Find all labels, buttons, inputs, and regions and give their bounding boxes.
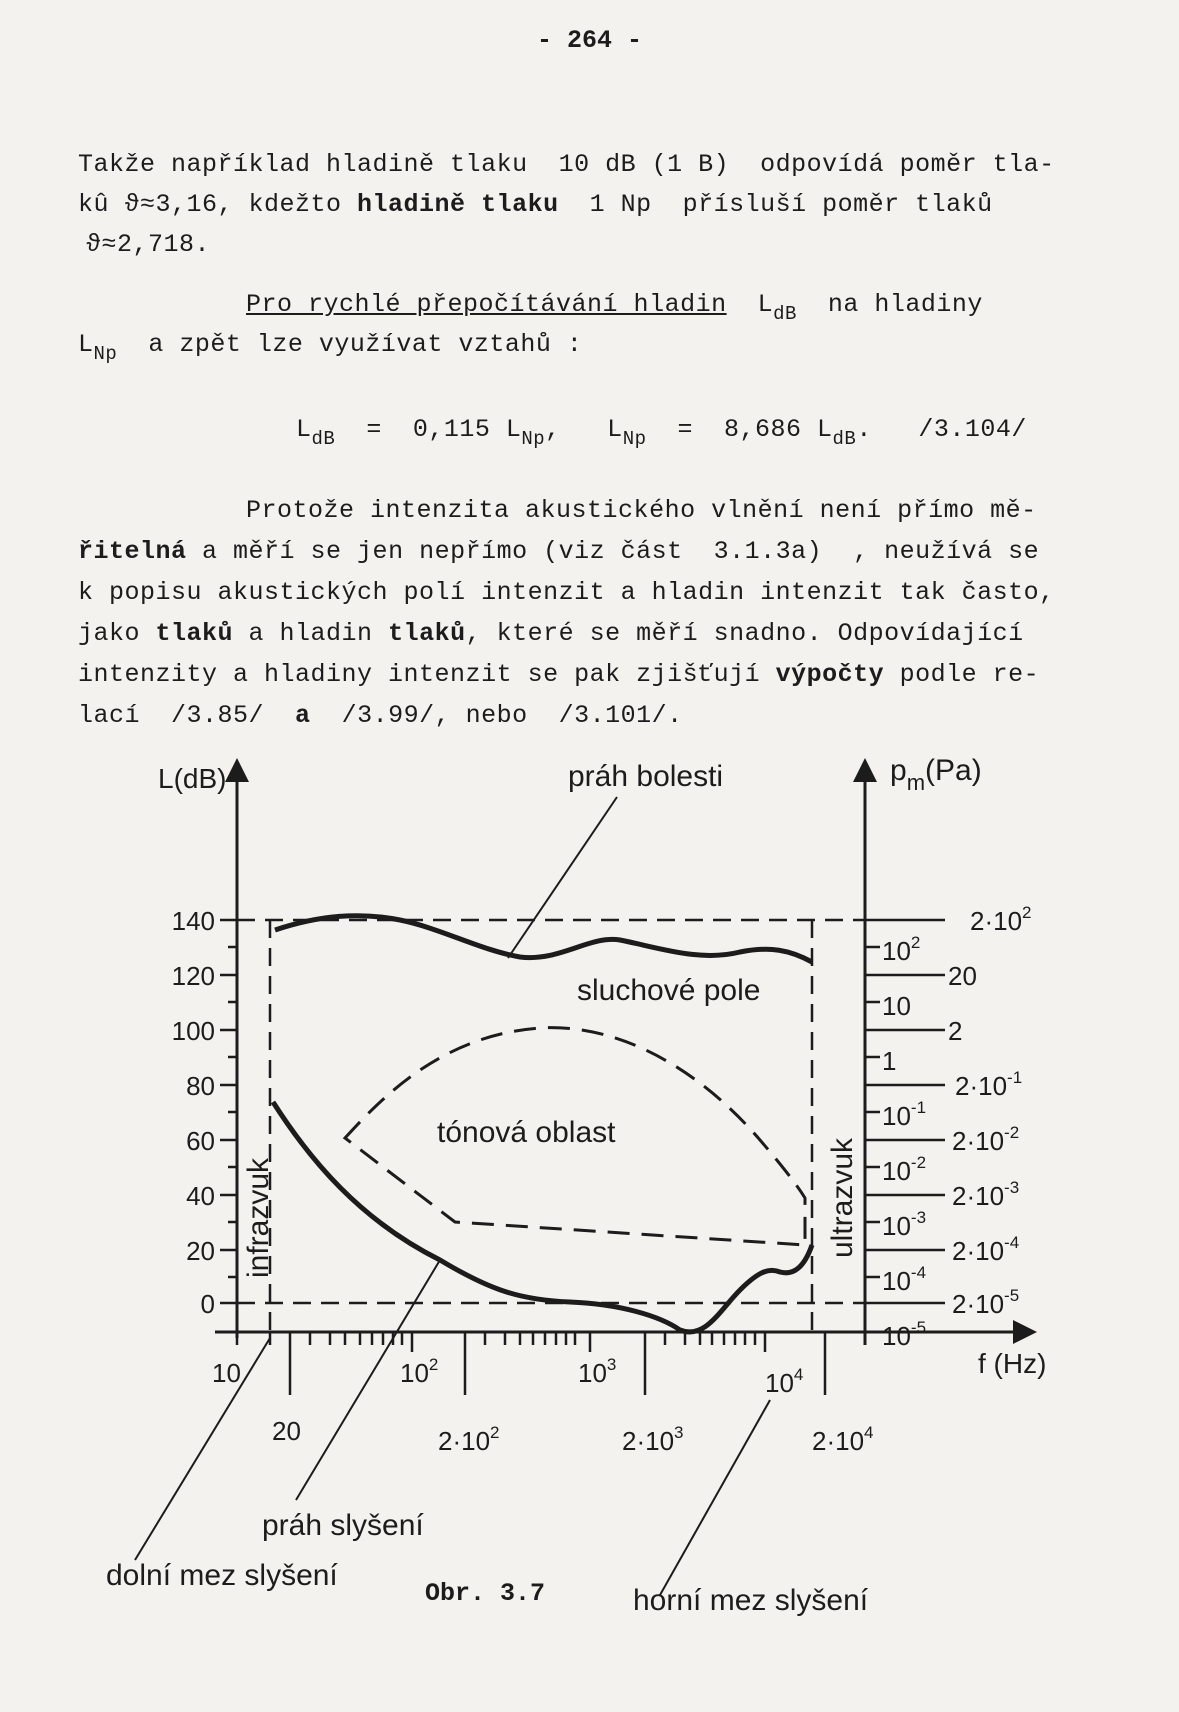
tick-140: 140 <box>171 906 215 936</box>
left-axis-label: L(dB) <box>158 763 227 794</box>
x-tick-marks <box>237 1332 825 1395</box>
leader-dolni-mez <box>135 1338 270 1560</box>
figure-3-7 <box>0 730 1179 1680</box>
label-ultrazvuk: ultrazvuk <box>826 1137 859 1258</box>
x-tick-labels <box>212 1355 874 1456</box>
label-prah-bolesti: práh bolesti <box>568 760 724 793</box>
tick-120: 120 <box>171 961 215 991</box>
rtick-inner-7: $10^{-5}$ <box>882 1318 927 1351</box>
pain-threshold-curve <box>275 916 812 962</box>
text-line-5: $L_{Np}$ a zpět lze využívat vztahů : <box>78 330 583 365</box>
xtick-10e2: $10^2$ <box>400 1355 439 1388</box>
left-tick-labels <box>172 906 215 1319</box>
text-line-7: řitelná a měří se jen nepřímo (viz část 3.1.3a) , neužívá se <box>78 537 1040 566</box>
rtick-outer-3: $2\cdot 10^{-1}$ <box>955 1068 1023 1101</box>
rtick-outer-5: $2\cdot 10^{-3}$ <box>952 1178 1020 1211</box>
label-dolni-mez: dolní mez slyšení <box>106 1559 338 1592</box>
rtick-inner-1: 10 <box>882 991 911 1021</box>
right-inner-tick-labels <box>882 933 926 1351</box>
text-line-1: Takže například hladině tlaku 10 dB (1 B) odpovídá poměr tla- <box>78 150 1055 179</box>
tick-0: 0 <box>200 1289 215 1319</box>
rtick-inner-5: $10^{-3}$ <box>882 1208 927 1241</box>
xtick-10: 10 <box>212 1358 241 1388</box>
equation-3-104: $L_{dB} = 0,115$ $L_{Np}$, $L_{Np} = 8,686$ $L_{dB}$. /3.104/ <box>296 415 1027 450</box>
xtick-2x10e3: $2\cdot 10^3$ <box>622 1423 684 1456</box>
text-line-3: ϑ≈2,718. <box>86 230 211 259</box>
rtick-outer-7: $2\cdot 10^{-5}$ <box>952 1286 1020 1319</box>
rtick-inner-0: $10^2$ <box>882 933 921 966</box>
left-tick-marks <box>220 920 237 1303</box>
figure-caption: Obr. 3.7 <box>425 1579 546 1608</box>
label-tonova-oblast: tónová oblast <box>437 1116 616 1149</box>
right-outer-tick-labels <box>948 903 1032 1319</box>
label-sluchove-pole: sluchové pole <box>577 974 761 1007</box>
tick-20: 20 <box>186 1236 215 1266</box>
label-horni-mez: horní mez slyšení <box>633 1584 869 1617</box>
rtick-outer-6: $2\cdot 10^{-4}$ <box>952 1233 1020 1266</box>
text-line-4: Pro rychlé přepočítávání hladin $L_{dB}$ na hladiny <box>246 290 983 325</box>
rtick-outer-2: 2 <box>948 1016 963 1046</box>
xtick-2x10e2: $2\cdot 10^2$ <box>438 1423 500 1456</box>
text-line-8: k popisu akustických polí intenzit a hladin intenzit tak často, <box>78 578 1055 607</box>
xtick-2x10e4: $2\cdot 10^4$ <box>812 1423 874 1456</box>
text-line-9: jako tlaků a hladin tlaků, které se měří snadno. Odpovídající <box>78 619 1024 648</box>
tick-60: 60 <box>186 1126 215 1156</box>
rtick-inner-4: $10^{-2}$ <box>882 1153 927 1186</box>
rtick-inner-2: 1 <box>882 1046 897 1076</box>
xtick-10e4: $10^4$ <box>765 1365 804 1398</box>
leader-prah-bolesti <box>508 797 617 958</box>
text-line-2: kû ϑ≈3,16, kdežto hladině tlaku 1 Np přísluší poměr tlaků <box>78 190 993 219</box>
rtick-inner-3: $10^{-1}$ <box>882 1098 927 1131</box>
label-infrazvuk: infrazvuk <box>242 1157 275 1278</box>
text-line-10: intenzity a hladiny intenzit se pak zjišťují výpočty podle re- <box>78 660 1040 689</box>
rtick-inner-6: $10^{-4}$ <box>882 1263 927 1296</box>
x-axis-label: f (Hz) <box>978 1348 1047 1379</box>
right-axis-label: $p_m(Pa)$ <box>890 754 982 795</box>
tick-40: 40 <box>186 1181 215 1211</box>
xtick-20: 20 <box>272 1416 301 1446</box>
text-line-11: lací /3.85/ a /3.99/, nebo /3.101/. <box>78 701 683 730</box>
text-line-6: Protože intenzita akustického vlnění není přímo mě- <box>246 496 1037 525</box>
rtick-outer-0: $2\cdot 10^2$ <box>970 903 1032 936</box>
label-prah-slyseni: práh slyšení <box>262 1509 424 1542</box>
rtick-outer-1: 20 <box>948 961 977 991</box>
rtick-outer-4: $2\cdot 10^{-2}$ <box>952 1123 1020 1156</box>
tick-100: 100 <box>171 1016 215 1046</box>
xtick-10e3: $10^3$ <box>578 1355 617 1388</box>
tick-80: 80 <box>186 1071 215 1101</box>
page-number: - 264 - <box>536 26 643 55</box>
